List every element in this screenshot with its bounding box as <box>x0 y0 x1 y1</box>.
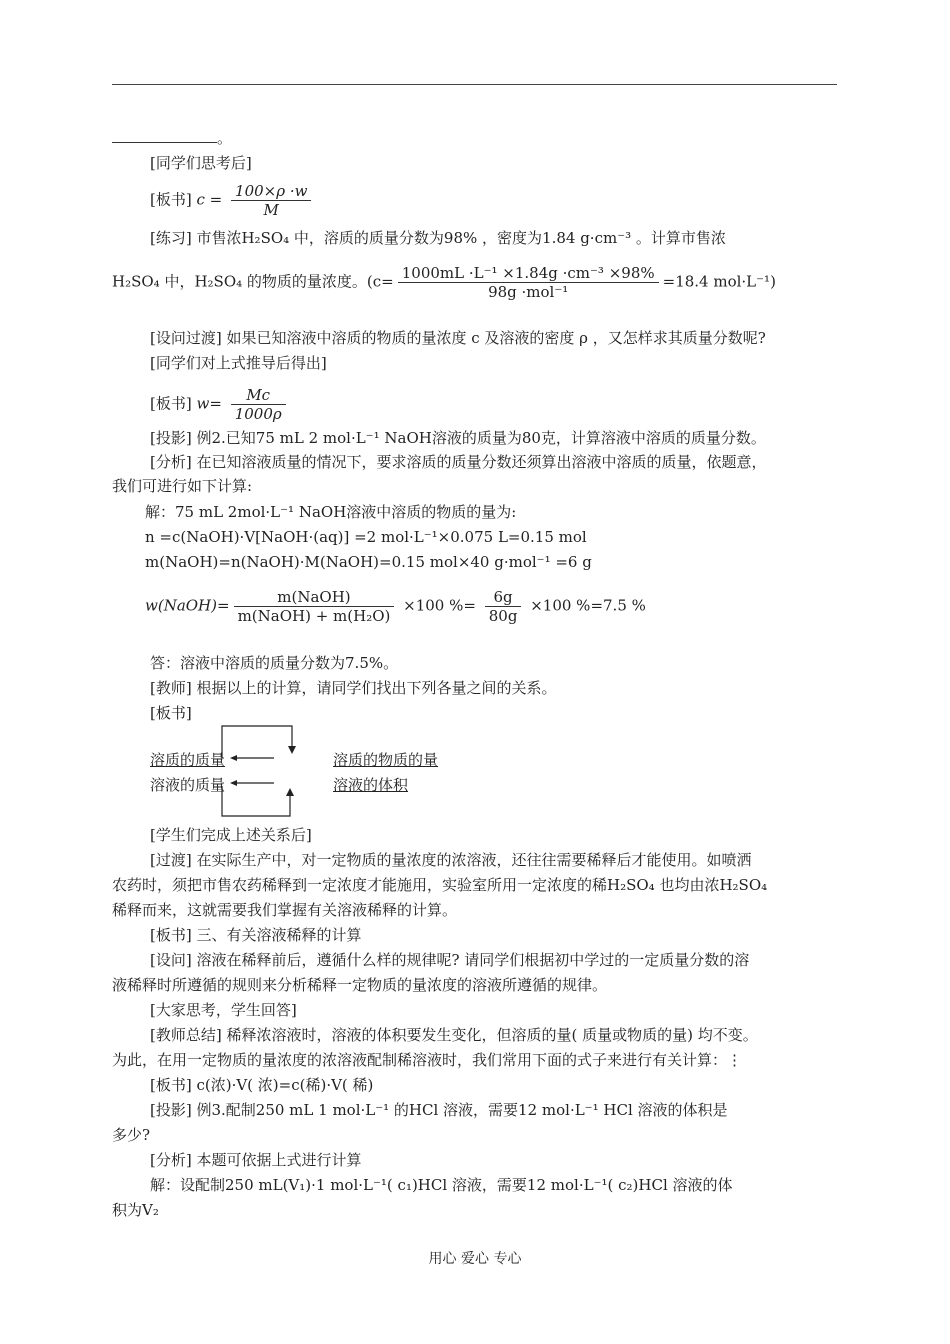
relation-arrows <box>200 720 320 820</box>
calc-w <box>145 588 646 625</box>
students-complete: [学生们完成上述关系后] <box>150 826 312 844</box>
formula-lhs: c = <box>196 190 223 209</box>
solution-3-1: 解：设配制250 mL(V₁)·1 mol·L⁻¹( c₁)HCl 溶液，需要12 mol·L⁻¹( c₂)HCl 溶液的体 <box>150 1176 733 1194</box>
rel-solution-volume: 溶液的体积 <box>333 776 409 794</box>
header-rule <box>112 84 837 85</box>
formula-c <box>150 182 315 219</box>
question-1: [设问] 溶液在稀释前后，遵循什么样的规律呢? 请同学们根据初中学过的一定质量分数的溶 <box>150 951 750 969</box>
solution-intro: 解：75 mL 2mol·L⁻¹ NaOH溶液中溶质的物质的量为: <box>145 503 517 521</box>
board-tag: [板书] <box>150 704 192 722</box>
exercise-line: [练习] 市售浓H₂SO₄ 中，溶质的质量分数为98% ，密度为1.84 g·cm⁻³ 。计算市售浓 <box>150 229 726 247</box>
question-transition: [设问过渡] 如果已知溶液中溶质的物质的量浓度 c 及溶液的密度 ρ ，又怎样求其质量分数呢? <box>150 329 766 347</box>
solution-3-2: 积为V₂ <box>112 1201 159 1219</box>
rel-solute-moles: 溶质的物质的量 <box>333 751 439 769</box>
numerator: 6g <box>485 588 522 607</box>
analysis-3: [分析] 本题可依据上式进行计算 <box>150 1151 362 1169</box>
teacher-line: [教师] 根据以上的计算，请同学们找出下列各量之间的关系。 <box>150 679 557 697</box>
formula-lhs: w(NaOH)= <box>145 596 230 615</box>
line-students-think: [同学们思考后] <box>150 154 252 172</box>
analysis-line1: [分析] 在已知溶液质量的情况下，要求溶质的质量分数还须算出溶液中溶质的质量，依题意， <box>150 453 767 471</box>
transition-2: 农药时，须把市售农药稀释到一定浓度才能施用，实验室所用一定浓度的稀H₂SO₄ 也均由浓H₂SO₄ <box>112 876 768 894</box>
denominator: M <box>263 201 279 219</box>
think-answer: [大家思考，学生回答] <box>150 1001 297 1019</box>
fraction <box>231 182 311 219</box>
rel-solution-mass: 溶液的质量 <box>150 776 226 794</box>
summary-2: 为此，在用一定物质的量浓度的浓溶液配制稀溶液时，我们常用下面的式子来进行有关计算：⋮ <box>112 1051 743 1069</box>
period: 。 <box>217 129 233 147</box>
formula-w <box>150 386 290 423</box>
calc-mid: ×100 %= <box>403 596 476 615</box>
exercise-formula <box>112 264 776 301</box>
denominator: 98g ·mol⁻¹ <box>488 283 569 301</box>
denominator: 80g <box>488 607 518 625</box>
board-dilution: [板书] 三、有关溶液稀释的计算 <box>150 926 362 944</box>
fraction <box>234 588 395 625</box>
numerator: Mc <box>231 386 286 405</box>
board-dilution-formula: [板书] c(浓)·V( 浓)=c(稀)·V( 稀) <box>150 1076 374 1094</box>
numerator: 100×ρ ·w <box>231 182 311 201</box>
students-derive: [同学们对上式推导后得出] <box>150 354 327 372</box>
denominator: m(NaOH) + m(H₂O) <box>237 607 391 625</box>
transition-3: 稀释而来，这就需要我们掌握有关溶液稀释的计算。 <box>112 901 458 919</box>
calc-m: m(NaOH)=n(NaOH)·M(NaOH)=0.15 mol×40 g·mol⁻¹ =6 g <box>145 553 592 571</box>
tag-board: [板书] <box>150 394 192 413</box>
fraction <box>398 264 659 301</box>
analysis-line2: 我们可进行如下计算: <box>112 477 253 495</box>
formula-lhs: w= <box>196 394 222 413</box>
denominator: 1000ρ <box>234 405 282 423</box>
summary-1: [教师总结] 稀释浓溶液时，溶液的体积要发生变化，但溶质的量( 质量或物质的量) 均不变。 <box>150 1026 758 1044</box>
example2: [投影] 例2.已知75 mL 2 mol·L⁻¹ NaOH溶液的质量为80克，计算溶液中溶质的质量分数。 <box>150 429 766 447</box>
rel-solute-mass: 溶质的质量 <box>150 751 226 769</box>
fraction <box>485 588 522 625</box>
tag-board: [板书] <box>150 190 192 209</box>
numerator: m(NaOH) <box>234 588 395 607</box>
exercise-text: H₂SO₄ 中，H₂SO₄ 的物质的量浓度。(c= <box>112 272 394 291</box>
answer: 答：溶液中溶质的质量分数为7.5%。 <box>150 654 399 672</box>
answer-blank <box>112 128 217 143</box>
fraction <box>231 386 286 423</box>
page-footer: 用心 爱心 专心 <box>428 1251 522 1267</box>
example3-2: 多少? <box>112 1126 151 1144</box>
calc-result: ×100 %=7.5 % <box>530 596 646 615</box>
question-2: 液稀释时所遵循的规则来分析稀释一定物质的量浓度的溶液所遵循的规律。 <box>112 976 608 994</box>
answer-blank-line <box>112 128 232 148</box>
exercise-result: =18.4 mol·L⁻¹) <box>662 272 776 291</box>
example3-1: [投影] 例3.配制250 mL 1 mol·L⁻¹ 的HCl 溶液，需要12 mol·L⁻¹ HCl 溶液的体积是 <box>150 1101 728 1119</box>
transition-1: [过渡] 在实际生产中，对一定物质的量浓度的浓溶液，还往往需要稀释后才能使用。如喷洒 <box>150 851 752 869</box>
numerator: 1000mL ·L⁻¹ ×1.84g ·cm⁻³ ×98% <box>398 264 659 283</box>
calc-n: n =c(NaOH)·V[NaOH·(aq)] =2 mol·L⁻¹×0.075 L=0.15 mol <box>145 528 587 546</box>
